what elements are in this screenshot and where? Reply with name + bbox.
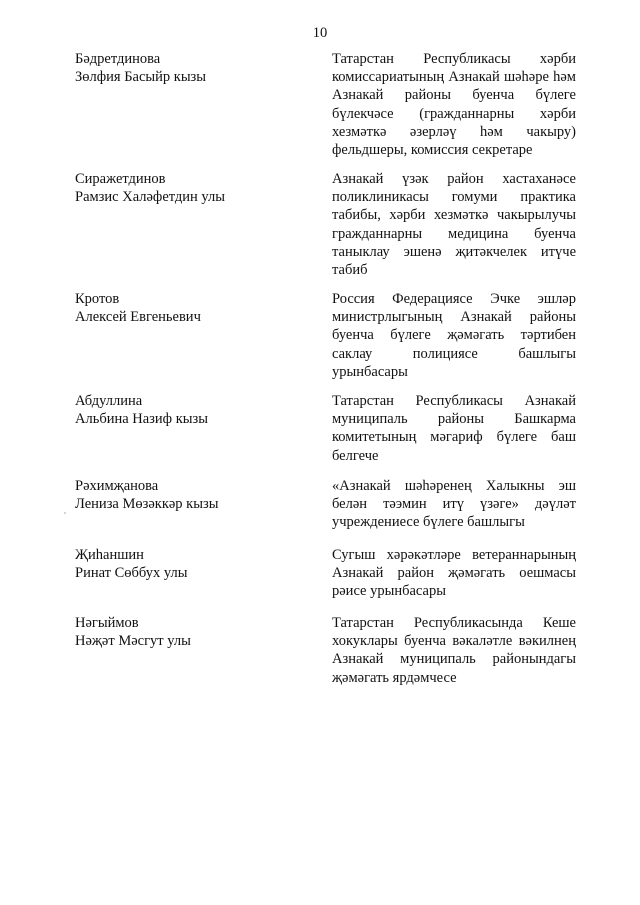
member-name — [75, 392, 305, 428]
member-surname: Абдуллина — [75, 393, 143, 409]
member-given-names: Алексей Евгеньевич — [75, 309, 201, 325]
member-given-names: Зөлфия Басыйр кызы — [75, 69, 207, 85]
member-position: Сугыш хәрәкәтләре ветераннарының Азнакай район җәмәгать оешмасы рәисе урынбасары — [332, 547, 576, 600]
member-position: «Азнакай шәһәренең Халыкны эш белән тәэмин итү үзәге» дәүләт учреждениесе бүлеге башлыгы — [332, 478, 576, 531]
member-name — [75, 477, 305, 513]
member-given-names: Лениза Мөзәккәр кызы — [75, 496, 219, 512]
member-given-names: Рамзис Халәфетдин улы — [75, 189, 226, 205]
member-given-names: Альбина Назиф кызы — [75, 411, 208, 427]
member-name — [75, 170, 305, 206]
member-position: Татарстан Республикасы Азнакай муниципаль районы Башкарма комитетының мәгариф бүлеге баш белгече — [332, 393, 576, 464]
member-given-names: Нәҗәт Мәсгут улы — [75, 633, 191, 649]
member-surname: Кротов — [75, 291, 120, 307]
member-name — [75, 50, 305, 86]
member-surname: Рәхимҗанова — [75, 478, 159, 494]
member-surname: Җиһаншин — [75, 547, 144, 563]
member-position: Россия Федерациясе Эчке эшләр министрлыгының Азнакай районы буенча бүлеге җәмәгать тәртибен саклау полициясе башлыгы урынбасары — [332, 291, 576, 380]
member-name — [75, 290, 305, 326]
member-name — [75, 614, 305, 650]
member-position: Татарстан Республикасы хәрби комиссариатының Азнакай шәһәре һәм Азнакай районы буенча бүлеге бүлекчәсе (гражданнарны хәрби хезмәткә әзерләү һәм чакыру) фельдшеры, комиссия секретаре — [332, 51, 576, 159]
member-surname: Нәгыймов — [75, 615, 139, 631]
page-number: 10 — [312, 25, 328, 41]
member-position: Татарстан Республикасында Кеше хокуклары буенча вәкаләтле вәкилнең Азнакай муниципаль районындагы җәмәгать ярдәмчесе — [332, 615, 576, 686]
member-given-names: Ринат Сөббух улы — [75, 565, 188, 581]
member-surname: Бәдретдинова — [75, 51, 161, 67]
scan-speck — [64, 512, 66, 514]
member-name — [75, 546, 305, 582]
member-position: Азнакай үзәк район хастаханәсе поликлиникасы гомуми практика табибы, хәрби хезмәткә чакырылучы гражданнарны медицина буенча таныклау эшенә җитәкчелек итүче табиб — [332, 171, 576, 279]
member-surname: Сиражетдинов — [75, 171, 166, 187]
